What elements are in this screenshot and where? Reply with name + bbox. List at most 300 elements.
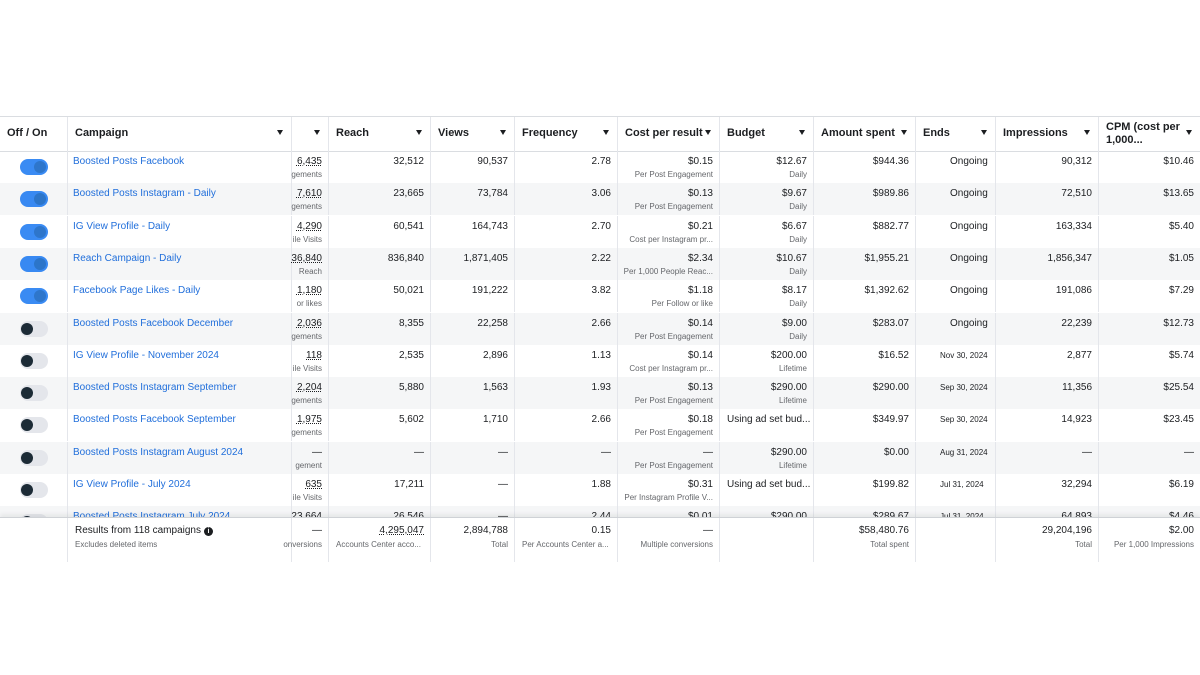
cell-impressions xyxy=(996,409,1099,441)
sort-arrow-icon[interactable] xyxy=(1084,130,1090,135)
campaign-toggle[interactable] xyxy=(20,385,48,401)
cell-results xyxy=(292,409,329,441)
table-header xyxy=(0,117,1200,152)
totals-reach xyxy=(329,518,431,562)
cell-cpm-value: $7.29 xyxy=(1168,285,1194,297)
header-frequency[interactable] xyxy=(515,117,618,151)
cell-budget-value: $290.00 xyxy=(770,382,807,394)
table-row[interactable] xyxy=(0,442,1200,474)
cell-impressions xyxy=(996,442,1099,474)
cell-spent-value: $882.77 xyxy=(872,220,909,232)
sort-arrow-icon[interactable] xyxy=(603,130,609,135)
table-row[interactable] xyxy=(0,409,1200,441)
cell-results-sub: gements xyxy=(291,396,322,406)
cell-impressions xyxy=(996,183,1099,215)
toggle-knob xyxy=(21,387,33,399)
table-row[interactable] xyxy=(0,248,1200,280)
cell-spent xyxy=(814,442,916,474)
cell-ends xyxy=(916,183,996,215)
totals-sublabel: Excludes deleted items xyxy=(75,540,158,549)
cell-spent xyxy=(814,313,916,345)
cell-budget-sub: Lifetime xyxy=(778,460,807,470)
sort-arrow-icon[interactable] xyxy=(314,130,320,135)
totals-cost-value: — xyxy=(703,525,713,536)
campaign-toggle[interactable] xyxy=(20,256,48,272)
header-amount-spent[interactable] xyxy=(814,117,916,151)
totals-spacer xyxy=(0,518,68,562)
cell-reach-value: 60,541 xyxy=(393,220,424,232)
cell-cost-sub: Per Post Engagement xyxy=(634,460,713,470)
cell-ends-value: Nov 30, 2024 xyxy=(940,350,988,360)
cell-reach-value: 5,602 xyxy=(398,414,424,426)
cell-ends-value: Ongoing xyxy=(950,220,988,232)
cell-impressions xyxy=(996,313,1099,345)
cell-ends-value: Aug 31, 2024 xyxy=(940,447,988,457)
cell-cpm xyxy=(1099,183,1200,215)
cell-views-value: 1,710 xyxy=(482,414,508,426)
cell-impressions xyxy=(996,151,1099,183)
cell-views xyxy=(431,377,515,409)
toggle-knob xyxy=(21,419,33,431)
cell-spent xyxy=(814,183,916,215)
cell-budget-value: Using ad set bud... xyxy=(727,414,811,426)
cell-views xyxy=(431,151,515,183)
cell-results xyxy=(292,183,329,215)
cell-cost-sub: Per Post Engagement xyxy=(634,170,713,179)
cell-frequency-value: 3.06 xyxy=(591,188,611,200)
cell-budget xyxy=(720,151,814,183)
totals-cost xyxy=(618,518,720,562)
cell-reach-value: 5,880 xyxy=(398,382,424,394)
cell-results-sub: ile Visits xyxy=(292,234,322,244)
cell-frequency-value: 3.82 xyxy=(591,285,611,297)
table-row[interactable] xyxy=(0,345,1200,377)
cell-spent xyxy=(814,474,916,506)
cell-reach-value: 17,211 xyxy=(394,479,424,490)
cell-budget-value: $12.67 xyxy=(776,156,807,167)
cell-spent-value: $0.00 xyxy=(883,446,909,458)
table-row[interactable] xyxy=(0,377,1200,409)
campaign-name-link[interactable]: Boosted Posts Facebook December xyxy=(73,317,234,329)
cell-cpm xyxy=(1099,474,1200,506)
cell-cost-sub: Per Instagram Profile V... xyxy=(624,493,713,502)
totals-reach-sub: Accounts Center acco... xyxy=(336,540,421,549)
cell-spent-value: $290.00 xyxy=(872,382,909,394)
cell-spent xyxy=(814,377,916,409)
cell-frequency xyxy=(515,248,618,280)
cell-budget xyxy=(720,442,814,474)
cell-impressions-value: 90,312 xyxy=(1061,156,1092,167)
cell-ends-value: Ongoing xyxy=(950,285,988,297)
cell-cost xyxy=(618,313,720,345)
cell-cost xyxy=(618,409,720,441)
campaign-name-link[interactable]: IG View Profile - Daily xyxy=(73,220,171,232)
cell-campaign xyxy=(68,474,292,506)
cell-spent-value: $1,955.21 xyxy=(864,252,909,264)
cell-campaign xyxy=(68,151,292,183)
table-row[interactable] xyxy=(0,313,1200,345)
totals-cpm xyxy=(1099,518,1200,562)
campaign-name-link[interactable]: IG View Profile - July 2024 xyxy=(73,479,191,490)
campaign-name-link[interactable]: IG View Profile - November 2024 xyxy=(73,349,219,361)
cell-cpm xyxy=(1099,151,1200,183)
cell-budget-sub: Daily xyxy=(789,299,807,309)
cell-budget-value: $290.00 xyxy=(770,446,807,458)
cell-reach xyxy=(329,345,431,377)
cell-spent-value: $283.07 xyxy=(872,317,909,329)
cell-results-sub: gements xyxy=(291,331,322,341)
cell-impressions-value: — xyxy=(1082,446,1092,458)
campaign-toggle[interactable] xyxy=(20,482,48,498)
cell-campaign xyxy=(68,313,292,345)
sort-arrow-icon[interactable] xyxy=(799,130,805,135)
totals-cpm-value: $2.00 xyxy=(1168,525,1194,536)
cell-campaign xyxy=(68,409,292,441)
table-row[interactable] xyxy=(0,183,1200,215)
cell-budget-sub: Lifetime xyxy=(778,396,807,406)
cell-campaign xyxy=(68,345,292,377)
cell-spent xyxy=(814,151,916,183)
campaign-name-link[interactable]: Boosted Posts Instagram - Daily xyxy=(73,188,216,200)
cell-campaign xyxy=(68,183,292,215)
cell-reach xyxy=(329,409,431,441)
cell-toggle xyxy=(0,151,68,183)
cell-campaign xyxy=(68,248,292,280)
sort-arrow-icon[interactable] xyxy=(500,130,506,135)
cell-ends xyxy=(916,345,996,377)
cell-cpm xyxy=(1099,216,1200,248)
campaign-name-link[interactable]: Boosted Posts Facebook September xyxy=(73,414,236,426)
totals-impressions-value: 29,204,196 xyxy=(1041,525,1092,536)
cell-frequency xyxy=(515,151,618,183)
sort-arrow-icon[interactable] xyxy=(981,130,987,135)
cell-frequency xyxy=(515,345,618,377)
cell-cpm xyxy=(1099,345,1200,377)
cell-budget xyxy=(720,409,814,441)
header-label: Ends xyxy=(923,127,950,139)
cell-spent xyxy=(814,248,916,280)
cell-results xyxy=(292,442,329,474)
cell-impressions xyxy=(996,216,1099,248)
cell-frequency xyxy=(515,216,618,248)
header-toggle xyxy=(0,117,68,151)
cell-reach xyxy=(329,442,431,474)
cell-ends-value: Jul 31, 2024 xyxy=(940,480,984,489)
cell-reach xyxy=(329,474,431,506)
cell-results-sub: gement xyxy=(295,460,322,470)
cell-ends xyxy=(916,280,996,312)
cell-spent-value: $349.97 xyxy=(872,414,909,426)
cell-toggle xyxy=(0,216,68,248)
campaign-name-link[interactable]: Boosted Posts Instagram August 2024 xyxy=(73,446,244,458)
cell-cost-sub: Per Post Engagement xyxy=(634,428,713,438)
cell-impressions-value: 191,086 xyxy=(1055,285,1092,297)
cell-cpm xyxy=(1099,442,1200,474)
table-row[interactable] xyxy=(0,151,1200,183)
campaign-toggle[interactable] xyxy=(20,224,48,240)
cell-results xyxy=(292,280,329,312)
cell-ends xyxy=(916,442,996,474)
cell-results-value: 4,290 xyxy=(296,220,322,232)
cell-toggle xyxy=(0,442,68,474)
cell-impressions xyxy=(996,474,1099,506)
header-label: Impressions xyxy=(1003,127,1068,139)
cell-reach xyxy=(329,216,431,248)
cell-budget-value: $9.67 xyxy=(781,188,807,200)
header-label: Views xyxy=(438,127,469,139)
cell-views xyxy=(431,474,515,506)
campaign-toggle[interactable] xyxy=(20,159,48,175)
totals-label: Results from 118 campaigns xyxy=(75,525,201,536)
cell-spent-value: $16.52 xyxy=(878,349,909,361)
campaign-name-link[interactable]: Boosted Posts Instagram September xyxy=(73,382,237,394)
cell-ends xyxy=(916,151,996,183)
cell-frequency-value: 1.88 xyxy=(591,479,611,490)
cell-toggle xyxy=(0,280,68,312)
cell-reach xyxy=(329,248,431,280)
cell-budget xyxy=(720,377,814,409)
cell-views xyxy=(431,280,515,312)
table-row[interactable] xyxy=(0,474,1200,506)
sort-arrow-icon[interactable] xyxy=(277,130,283,135)
cell-ends xyxy=(916,313,996,345)
header-reach[interactable] xyxy=(329,117,431,151)
totals-reach-value: 4,295,047 xyxy=(379,525,424,536)
cell-ends-value: Ongoing xyxy=(950,156,988,167)
cell-cost xyxy=(618,248,720,280)
cell-toggle xyxy=(0,474,68,506)
cell-cpm xyxy=(1099,409,1200,441)
cell-budget xyxy=(720,248,814,280)
header-views[interactable] xyxy=(431,117,515,151)
cell-cpm-value: — xyxy=(1184,446,1194,458)
campaign-toggle[interactable] xyxy=(20,288,48,304)
cell-budget-value: $9.00 xyxy=(781,317,807,329)
sort-arrow-icon[interactable] xyxy=(705,130,711,135)
cell-cost-value: $0.18 xyxy=(687,414,713,426)
sort-arrow-icon[interactable] xyxy=(1186,130,1192,135)
cell-reach xyxy=(329,313,431,345)
header-cost-per-result[interactable] xyxy=(618,117,720,151)
cell-impressions xyxy=(996,377,1099,409)
campaign-toggle[interactable] xyxy=(20,321,48,337)
cell-cost-value: — xyxy=(703,446,713,458)
cell-reach-value: 8,355 xyxy=(398,317,424,329)
cell-cost-value: $0.15 xyxy=(687,156,713,167)
totals-row xyxy=(0,517,1200,562)
cell-results xyxy=(292,216,329,248)
cell-spent xyxy=(814,216,916,248)
totals-frequency-sub: Per Accounts Center a... xyxy=(522,540,609,549)
header-label: Budget xyxy=(727,127,765,139)
totals-ends xyxy=(916,518,996,562)
cell-cost-sub: Per 1,000 People Reac... xyxy=(623,266,713,276)
totals-label-cell xyxy=(68,518,292,562)
header-budget[interactable] xyxy=(720,117,814,151)
campaign-toggle[interactable] xyxy=(20,191,48,207)
cell-results-sub: Reach xyxy=(298,266,322,276)
cell-results-value: — xyxy=(312,446,322,458)
cell-results xyxy=(292,313,329,345)
cell-toggle xyxy=(0,345,68,377)
cell-results-value: 2,204 xyxy=(296,382,322,394)
cell-results-sub: gements xyxy=(291,170,322,179)
totals-results xyxy=(283,518,329,562)
cell-toggle xyxy=(0,313,68,345)
campaign-name-link[interactable]: Boosted Posts Facebook xyxy=(73,156,185,167)
header-impressions[interactable] xyxy=(996,117,1099,151)
cell-cost-value: $1.18 xyxy=(687,285,713,297)
cell-views-value: 1,871,405 xyxy=(463,252,508,264)
cell-frequency-value: 2.70 xyxy=(591,220,611,232)
cell-cpm xyxy=(1099,248,1200,280)
cell-results-sub: gements xyxy=(291,428,322,438)
cell-frequency-value: 1.93 xyxy=(591,382,611,394)
cell-budget xyxy=(720,216,814,248)
cell-budget-value: $8.17 xyxy=(781,285,807,297)
info-icon[interactable]: i xyxy=(204,527,213,536)
cell-reach xyxy=(329,183,431,215)
totals-views xyxy=(431,518,515,562)
cell-ends xyxy=(916,248,996,280)
cell-cost-sub: Per Post Engagement xyxy=(634,396,713,406)
cell-cpm-value: $13.65 xyxy=(1163,188,1194,200)
toggle-knob xyxy=(34,258,46,270)
header-results[interactable] xyxy=(292,117,329,151)
campaign-toggle[interactable] xyxy=(20,417,48,433)
totals-impressions-sub: Total xyxy=(1075,540,1092,549)
totals-cost-sub: Multiple conversions xyxy=(640,540,713,549)
totals-impressions xyxy=(996,518,1099,562)
cell-budget xyxy=(720,345,814,377)
cell-ends xyxy=(916,216,996,248)
cell-impressions-value: 163,334 xyxy=(1055,220,1092,232)
header-campaign[interactable] xyxy=(68,117,292,151)
cell-cost-sub: Cost per Instagram pr... xyxy=(629,234,713,244)
cell-cpm-value: $10.46 xyxy=(1163,156,1194,167)
cell-frequency xyxy=(515,280,618,312)
cell-budget-sub: Daily xyxy=(789,202,807,212)
cell-frequency xyxy=(515,313,618,345)
cell-impressions xyxy=(996,280,1099,312)
cell-results-sub: ile Visits xyxy=(292,493,322,502)
cell-views-value: 2,896 xyxy=(482,349,508,361)
cell-cpm-value: $5.40 xyxy=(1168,220,1194,232)
header-cpm[interactable] xyxy=(1099,117,1200,151)
sort-arrow-icon[interactable] xyxy=(416,130,422,135)
totals-views-sub: Total xyxy=(491,540,508,549)
cell-toggle xyxy=(0,183,68,215)
cell-views-value: 90,537 xyxy=(477,156,508,167)
cell-impressions xyxy=(996,248,1099,280)
cell-views-value: — xyxy=(498,479,508,490)
cell-ends-value: Ongoing xyxy=(950,252,988,264)
header-label: Amount spent xyxy=(821,127,895,139)
cell-budget-value: $200.00 xyxy=(770,349,807,361)
cell-impressions xyxy=(996,345,1099,377)
campaign-toggle[interactable] xyxy=(20,353,48,369)
table-row[interactable] xyxy=(0,216,1200,248)
cell-cpm-value: $5.74 xyxy=(1168,349,1194,361)
cell-budget-value: Using ad set bud... xyxy=(727,479,811,490)
cell-cost xyxy=(618,345,720,377)
cell-budget-sub: Daily xyxy=(789,266,807,276)
cell-ends xyxy=(916,474,996,506)
cell-impressions-value: 14,923 xyxy=(1061,414,1092,426)
totals-results-sub: onversions xyxy=(283,540,322,549)
cell-views xyxy=(431,313,515,345)
cell-cost xyxy=(618,442,720,474)
cell-views xyxy=(431,442,515,474)
cell-frequency xyxy=(515,377,618,409)
cell-impressions-value: 2,877 xyxy=(1066,349,1092,361)
header-label: CPM (cost per 1,000... xyxy=(1106,121,1180,146)
cell-spent-value: $944.36 xyxy=(872,156,909,167)
campaign-name-link[interactable]: Facebook Page Likes - Daily xyxy=(73,285,201,297)
cell-toggle xyxy=(0,409,68,441)
toggle-knob xyxy=(21,355,33,367)
cell-views xyxy=(431,183,515,215)
cell-budget-value: $10.67 xyxy=(776,252,807,264)
cell-cpm-value: $12.73 xyxy=(1163,317,1194,329)
cell-cpm xyxy=(1099,280,1200,312)
header-ends[interactable] xyxy=(916,117,996,151)
cell-views xyxy=(431,409,515,441)
cell-cpm-value: $1.05 xyxy=(1168,252,1194,264)
cell-results-value: 2,036 xyxy=(296,317,322,329)
totals-cpm-sub: Per 1,000 Impressions xyxy=(1113,540,1194,549)
cell-budget-sub: Daily xyxy=(789,331,807,341)
cell-ends-value: Sep 30, 2024 xyxy=(940,383,988,393)
cell-results-sub: or likes xyxy=(296,299,322,309)
toggle-knob xyxy=(34,161,46,173)
cell-views-value: 1,563 xyxy=(482,382,508,394)
cell-budget-sub: Daily xyxy=(789,234,807,244)
cell-cost-value: $0.21 xyxy=(687,220,713,232)
cell-cpm-value: $6.19 xyxy=(1168,479,1194,490)
cell-results xyxy=(292,377,329,409)
cell-cost xyxy=(618,377,720,409)
campaign-toggle[interactable] xyxy=(20,450,48,466)
table-row[interactable] xyxy=(0,280,1200,312)
cell-reach-value: 836,840 xyxy=(387,252,424,264)
cell-frequency-value: — xyxy=(601,446,611,458)
cell-toggle xyxy=(0,248,68,280)
cell-cost-value: $0.14 xyxy=(687,317,713,329)
cell-frequency-value: 2.22 xyxy=(591,252,611,264)
cell-reach-value: — xyxy=(414,446,424,458)
cell-frequency xyxy=(515,474,618,506)
cell-ends xyxy=(916,377,996,409)
cell-results-value: 635 xyxy=(305,479,322,490)
cell-cost-sub: Per Post Engagement xyxy=(634,202,713,212)
campaign-name-link[interactable]: Reach Campaign - Daily xyxy=(73,252,182,264)
sort-arrow-icon[interactable] xyxy=(901,130,907,135)
cell-frequency-value: 2.66 xyxy=(591,414,611,426)
totals-results-value: — xyxy=(312,525,322,536)
cell-frequency xyxy=(515,183,618,215)
cell-results-value: 1,180 xyxy=(296,285,322,297)
cell-results xyxy=(292,151,329,183)
cell-cost-value: $0.14 xyxy=(687,349,713,361)
cell-ends-value: Ongoing xyxy=(950,317,988,329)
cell-results-sub: gements xyxy=(291,202,322,212)
cell-frequency-value: 2.78 xyxy=(591,156,611,167)
cell-frequency xyxy=(515,442,618,474)
cell-results-value: 36,840 xyxy=(291,252,322,264)
cell-impressions-value: 72,510 xyxy=(1061,188,1092,200)
cell-results-sub: ile Visits xyxy=(292,363,322,373)
